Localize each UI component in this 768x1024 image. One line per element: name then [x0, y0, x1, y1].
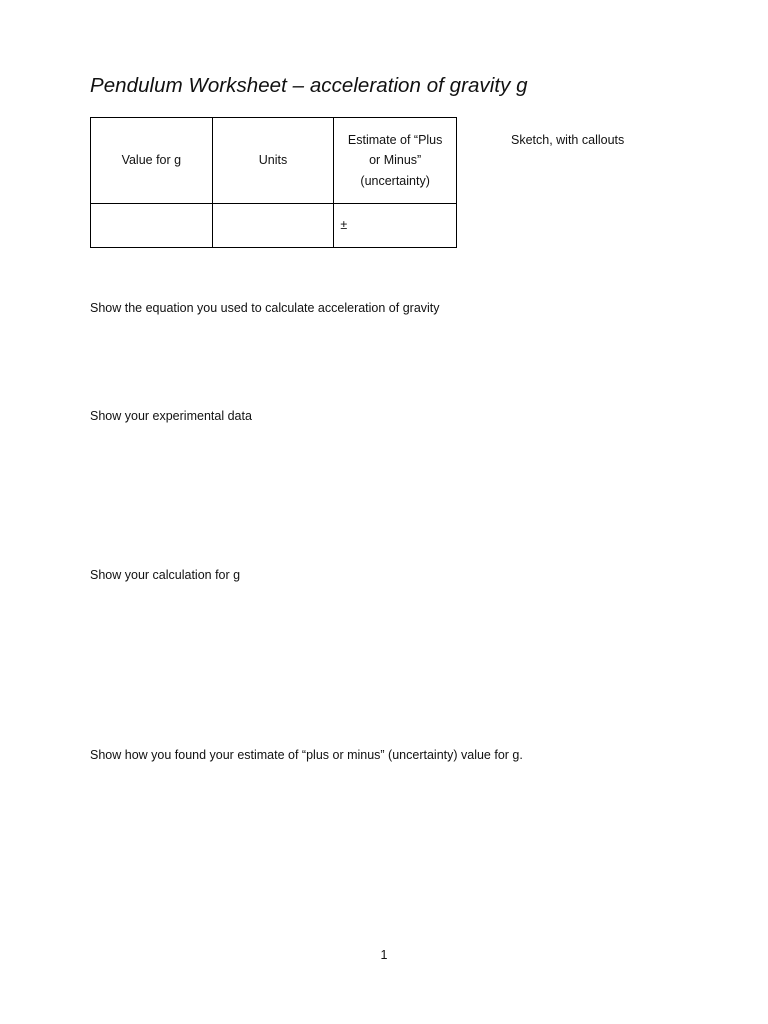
- header-units: Units: [212, 118, 334, 204]
- page-number: 1: [380, 948, 388, 962]
- cell-units: [212, 204, 334, 248]
- g-results-table: [90, 117, 457, 248]
- header-uncertainty-estimate: [334, 118, 457, 204]
- worksheet-title: Pendulum Worksheet – acceleration of gravity g: [90, 74, 528, 97]
- header-uncertainty-line-3: (uncertainty): [360, 173, 430, 188]
- table-header-row: [91, 118, 457, 204]
- prompt-calculation: Show your calculation for g: [90, 568, 241, 582]
- cell-value-for-g: [91, 204, 213, 248]
- prompt-equation: Show the equation you used to calculate acceleration of gravity: [90, 301, 440, 315]
- prompt-experimental-data: Show your experimental data: [90, 409, 252, 423]
- prompt-uncertainty: Show how you found your estimate of “plus or minus” (uncertainty) value for g.: [90, 748, 523, 762]
- header-value-for-g: Value for g: [91, 118, 213, 204]
- sketch-label: Sketch, with callouts: [511, 133, 625, 147]
- header-uncertainty-line-1: Estimate of “Plus: [347, 132, 443, 147]
- cell-uncertainty: ±: [334, 204, 457, 248]
- table-row: [91, 204, 457, 248]
- header-uncertainty-line-2: or Minus”: [369, 153, 422, 168]
